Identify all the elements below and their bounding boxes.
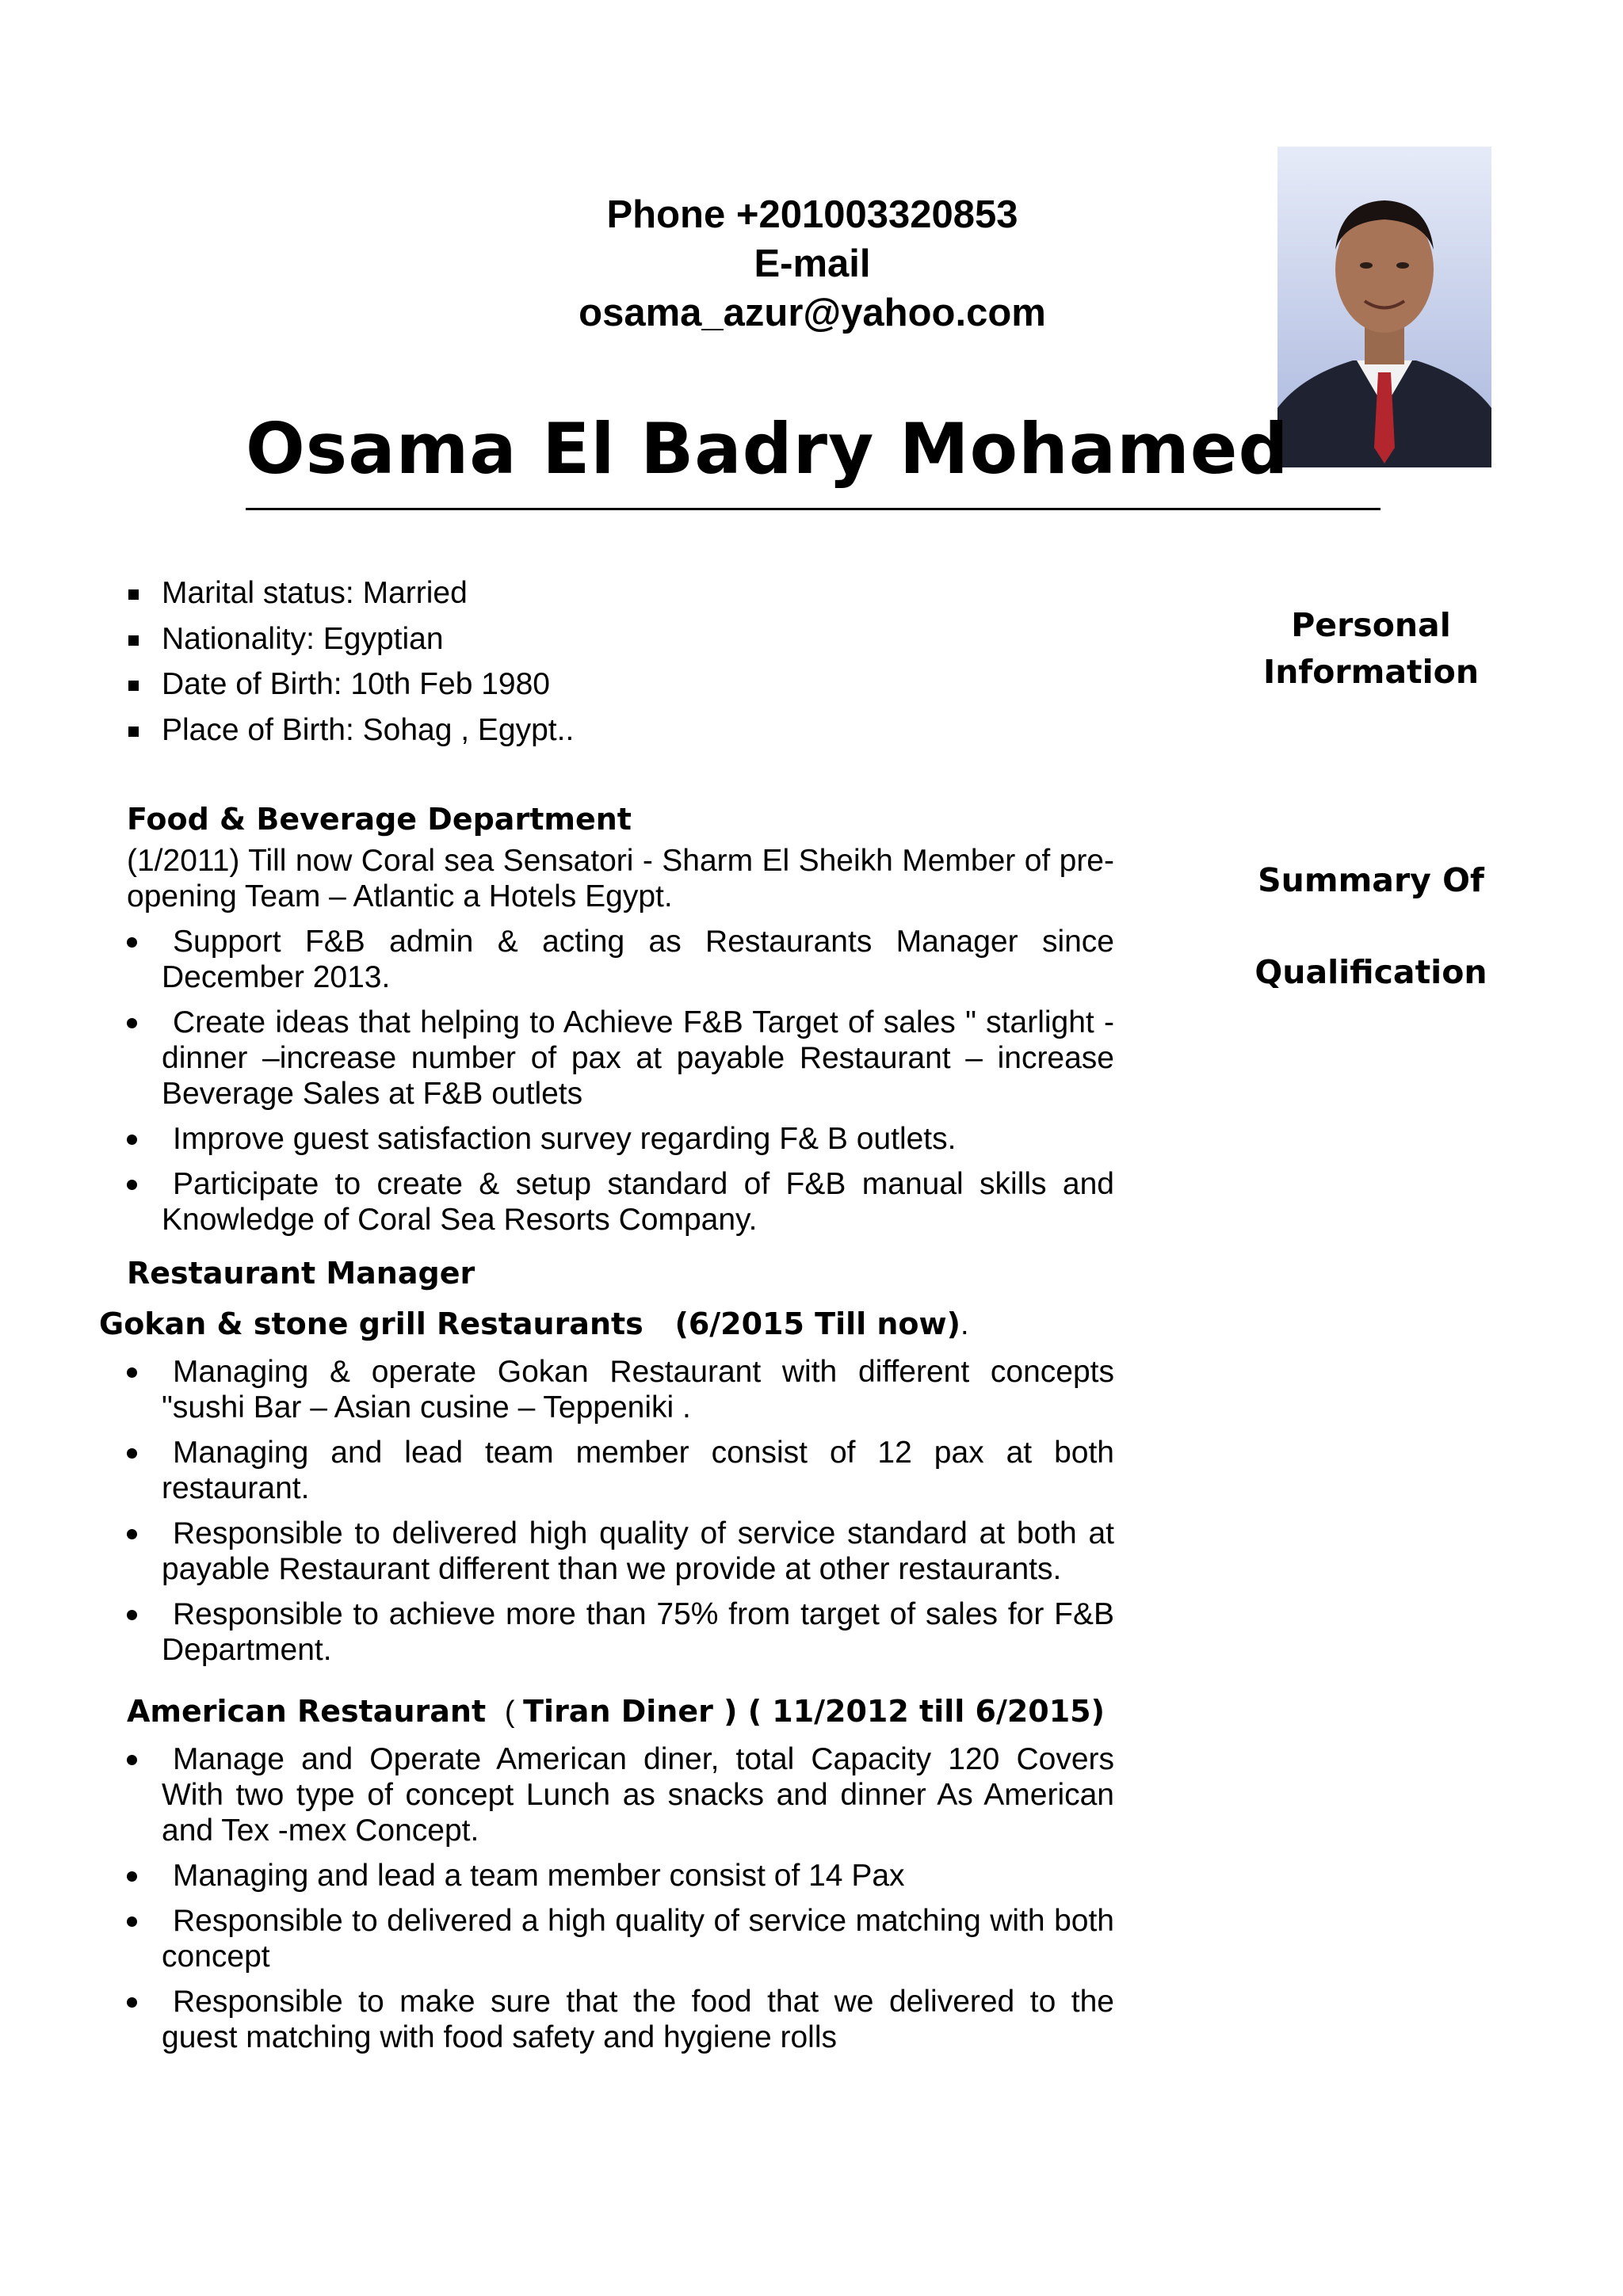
- bullet-text: Managing and lead team member consist of 12 pax at both restaurant.: [162, 1436, 1114, 1505]
- list-item: Marital status: Married: [127, 570, 1078, 616]
- fb-heading: Food & Beverage Department: [127, 802, 632, 837]
- list-item: [127, 1005, 1114, 1112]
- fb-section: [127, 799, 1114, 1238]
- list-item: [127, 924, 1114, 995]
- bullet-text: Create ideas that helping to Achieve F&B Target of sales " starlight -dinner –increase number of pax at payable Restaurant – increase Beverage Sales at F&B outlets: [162, 1005, 1114, 1111]
- ar-heading-c: Tiran Diner ) ( 11/2012 till 6/2015): [523, 1694, 1105, 1729]
- email-label: E-mail: [754, 242, 871, 285]
- rm-subheading: [99, 1304, 969, 1344]
- bullet-text: Manage and Operate American diner, total Capacity 120 Covers With two type of concept Lunch as snacks and dinner As American and Tex -mex Concept.: [162, 1742, 1114, 1848]
- ar-heading-a: American Restaurant: [127, 1694, 497, 1729]
- personal-heading-line2: Information: [1262, 653, 1480, 691]
- personal-information-heading: [1220, 602, 1522, 696]
- list-item: Place of Birth: Sohag , Egypt..: [127, 707, 1078, 753]
- fb-intro: (1/2011) Till now Coral sea Sensatori - Sharm El Sheikh Member of pre-opening Team – Atlantic a Hotels Egypt.: [127, 844, 1114, 913]
- rm-subheading-period: .: [960, 1308, 969, 1341]
- ar-bullets: [127, 1741, 1114, 2055]
- list-item: [127, 1741, 1114, 1848]
- list-item: [127, 1984, 1114, 2055]
- bullet-text: Responsible to achieve more than 75% from target of sales for F&B Department.: [162, 1597, 1114, 1667]
- list-item: Date of Birth: 10th Feb 1980: [127, 662, 1078, 707]
- personal-info-list: [127, 570, 1078, 753]
- bullet-text: Responsible to delivered high quality of service standard at both at payable Restaurant different than we provide at other restaurants.: [162, 1516, 1114, 1586]
- profile-photo: [1277, 147, 1491, 467]
- list-item: [127, 1435, 1114, 1506]
- header-divider: [246, 508, 1381, 510]
- list-item: [127, 1596, 1114, 1668]
- bullet-text: Improve guest satisfaction survey regarding F& B outlets.: [173, 1122, 957, 1156]
- list-item: [127, 1858, 1114, 1894]
- rm-bullets: [127, 1354, 1114, 1668]
- rm-heading: Restaurant Manager: [127, 1256, 475, 1291]
- list-item: [127, 1354, 1114, 1425]
- full-name: Osama El Badry Mohamed: [246, 408, 1289, 490]
- ar-heading-b: (: [496, 1695, 524, 1729]
- portrait-image: [1277, 147, 1491, 467]
- list-item: Nationality: Egyptian: [127, 616, 1078, 662]
- list-item: [127, 1121, 1114, 1157]
- ar-section: [127, 1732, 1114, 2055]
- contact-block: [444, 190, 1181, 338]
- summary-of-qualification-heading: [1220, 834, 1522, 1018]
- summary-heading-line2: Qualification: [1254, 953, 1487, 991]
- summary-heading-line1: Summary Of: [1258, 861, 1484, 899]
- rm-section: [127, 1344, 1114, 1668]
- fb-bullets: [127, 924, 1114, 1238]
- bullet-text: Participate to create & setup standard of F&B manual skills and Knowledge of Coral Sea Resorts Company.: [162, 1167, 1114, 1237]
- bullet-text: Support F&B admin & acting as Restaurants Manager since December 2013.: [162, 925, 1114, 994]
- list-item: [127, 1903, 1114, 1974]
- bullet-text: Managing & operate Gokan Restaurant with different concepts "sushi Bar – Asian cusine – Teppeniki .: [162, 1355, 1114, 1425]
- personal-heading-line1: Personal: [1291, 606, 1451, 644]
- list-item: [127, 1166, 1114, 1238]
- rm-subheading-text: Gokan & stone grill Restaurants (6/2015 Till now): [99, 1306, 961, 1341]
- list-item: [127, 1516, 1114, 1587]
- email: osama_azur@yahoo.com: [579, 292, 1046, 334]
- bullet-text: Managing and lead a team member consist of 14 Pax: [173, 1859, 905, 1893]
- phone: Phone +201003320853: [606, 193, 1018, 236]
- bullet-text: Responsible to make sure that the food that we delivered to the guest matching with food safety and hygiene rolls: [162, 1985, 1114, 2054]
- bullet-text: Responsible to delivered a high quality of service matching with both concept: [162, 1904, 1114, 1974]
- ar-heading: [127, 1691, 1105, 1732]
